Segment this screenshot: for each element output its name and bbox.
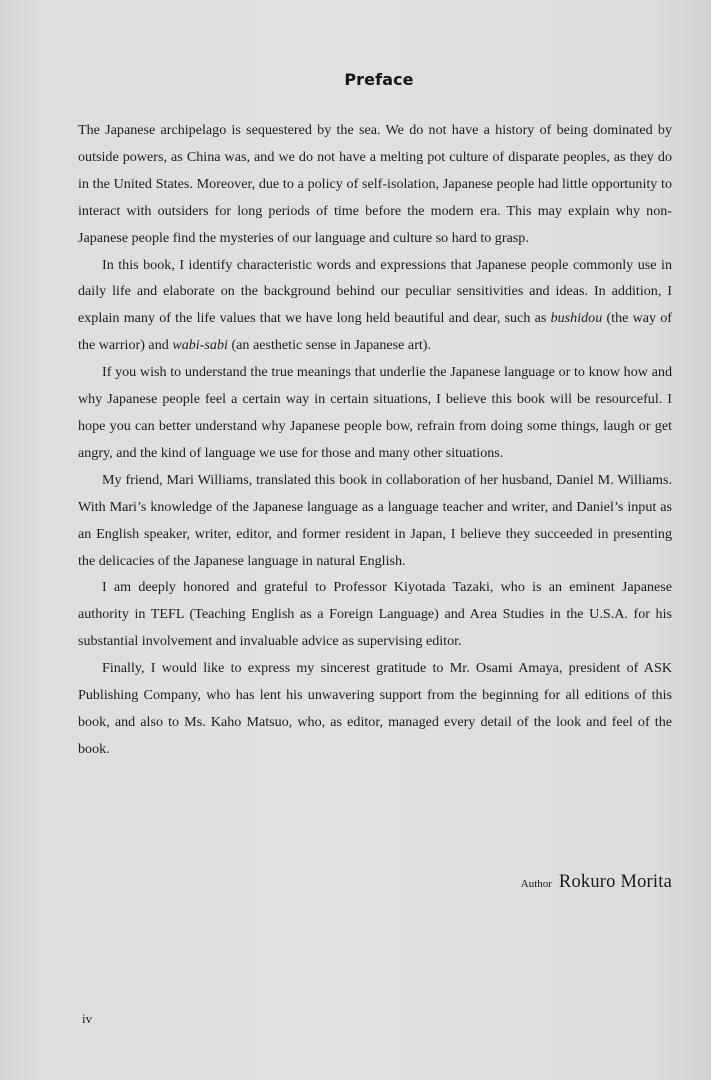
- author-role-label: Author: [520, 878, 552, 890]
- page-number: iv: [82, 1011, 93, 1026]
- paragraph-2: [78, 252, 672, 360]
- paragraph-2-text-b: (the way of the warrior) and: [78, 310, 673, 354]
- term-bushidou: bushidou: [550, 310, 603, 327]
- page-title: Preface: [344, 70, 414, 89]
- paragraph-2-text-c: (an aesthetic sense in Japanese art).: [227, 337, 432, 354]
- paragraph-2-text-a: In this book, I identify characteristic words and expressions that Japanese people commonly use in daily life and elaborate on the background behind our peculiar sensitivities and ideas. In addition, I explain many of the life values that we have long held beautiful and dear, such as: [78, 256, 672, 327]
- author-name: Rokuro Morita: [558, 872, 672, 892]
- paragraph-6: Finally, I would like to express my sincerest gratitude to Mr. Osami Amaya, president of ASK Publishing Company, who has lent his unwavering support from the beginning for all editions of this book, and also to Ms. Kaho Matsuo, who, as editor, managed every detail of the look and feel of the book.: [78, 660, 672, 757]
- author-signature: [521, 872, 672, 893]
- paragraph-4: My friend, Mari Williams, translated this book in collaboration of her husband, Daniel M. Williams. With Mari’s knowledge of the Japanese language as a language teacher and writer, and Daniel’s input as an English speaker, writer, editor, and former resident in Japan, I believe they succeeded in presenting the delicacies of the Japanese language in natural English.: [78, 471, 672, 569]
- term-wabi-sabi: wabi-sabi: [172, 337, 228, 354]
- paragraph-5: I am deeply honored and grateful to Professor Kiyotada Tazaki, who is an eminent Japanese authority in TEFL (Teaching English as a Foreign Language) and Area Studies in the U.S.A. for his substantial involvement and invaluable advice as supervising editor.: [78, 579, 672, 650]
- paragraph-1: The Japanese archipelago is sequestered by the sea. We do not have a history of being dominated by outside powers, as China was, and we do not have a melting pot culture of disparate peoples, as they do in the United States. Moreover, due to a policy of self-isolation, Japanese people had little opportunity to interact with outsiders for long periods of time before the modern era. This may explain why non-Japanese people find the mysteries of our language and culture so hard to grasp.: [78, 122, 672, 246]
- paragraph-3: If you wish to understand the true meanings that underlie the Japanese language or to know how and why Japanese people feel a certain way in certain situations, I believe this book will be resourceful. I hope you can better understand why Japanese people bow, refrain from doing some things, laugh or get angry, and the kind of language we use for those and many other situations.: [78, 364, 672, 461]
- preface-body: [78, 117, 672, 763]
